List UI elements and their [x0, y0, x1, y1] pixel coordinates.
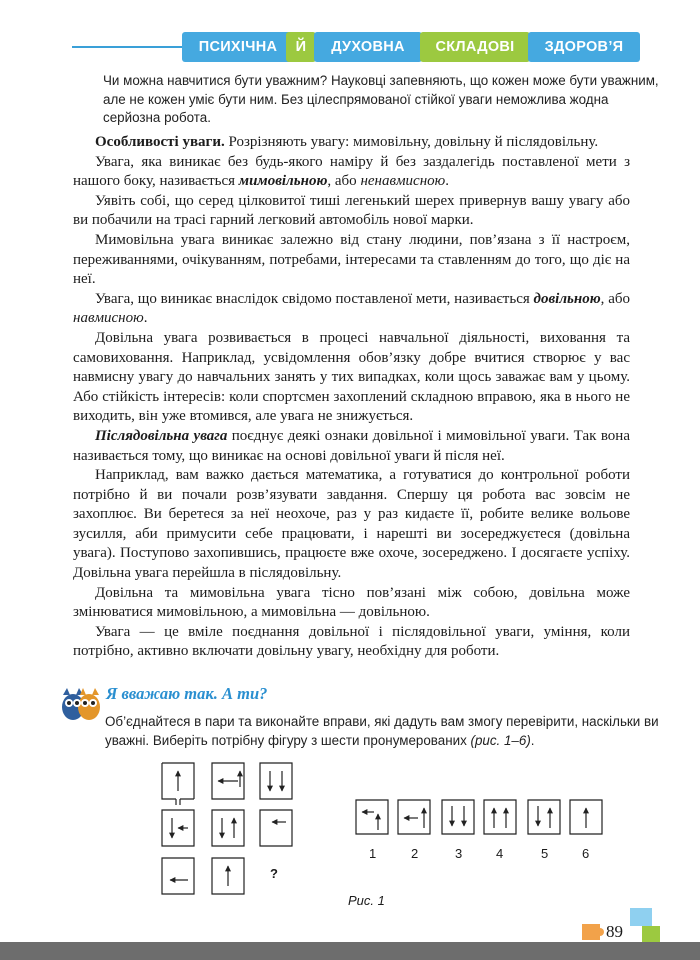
header-word-2: Й [286, 32, 316, 62]
option-number: 3 [455, 846, 463, 861]
attention-puzzle [150, 758, 630, 918]
header-word-3: ДУХОВНА [314, 32, 422, 62]
option-figure-6[interactable] [570, 800, 602, 834]
option-number: 2 [411, 846, 419, 861]
paragraph-text: Розрізняють увагу: мимовільну, довільну й післядовільну. [224, 134, 599, 150]
paragraph [73, 290, 630, 329]
option-number: 1 [369, 846, 377, 861]
term: навмисною [73, 310, 144, 327]
term: ненавмисною [360, 173, 446, 190]
section-title: Я вважаю так. А ти? [106, 684, 268, 703]
paragraph [73, 133, 630, 153]
main-text [73, 133, 630, 662]
chapter-header [72, 30, 700, 64]
paragraph-text: поєднує деякі ознаки довільної і мимовільної уваги. Так вона називається тому, що виникає на основі довільної уваги й після неї. [73, 427, 630, 464]
figure-caption: Рис. 1 [348, 893, 385, 908]
section-heading: Особливості уваги. [95, 134, 225, 150]
option-figure-3[interactable] [442, 800, 474, 834]
paragraph-text: . [445, 173, 449, 190]
term: мимовільною [238, 173, 328, 190]
grid-cell [162, 810, 194, 846]
footer-bar [0, 942, 700, 960]
paragraph [73, 153, 630, 192]
puzzle-pieces-icon [578, 906, 668, 946]
paragraph [73, 427, 630, 466]
paragraph-text: , або [600, 290, 630, 307]
paragraph-text: Увага, що виникає внаслідок свідомо поставленої мети, називається [95, 290, 534, 307]
option-number: 4 [496, 846, 504, 861]
paragraph: Наприклад, вам важко дається математика, а готуватися до контрольної роботи потрібно й ви почали розв’язувати завдання. Спершу ця робота вас зовсім не захоплює. Ви беретеся за неї неохоче, раз у раз кидаєте її, робите велике вольове зусилля, аби примусити себе працювати, і нарешті ви зосереджуєтеся (довільна увага). Поступово захопившись, працюєте вже охоче, зосереджено. І досягаєте успіху. Довільна увага перейшла в післядовільну. [73, 467, 630, 582]
missing-figure-mark: ? [270, 866, 278, 881]
task-end: . [530, 733, 535, 748]
paragraph: Увага — це вміле поєднання довільної і післядовільної уваги, уміння, коли потрібно, активно включати довільну увагу, необхідну для роботи. [73, 623, 630, 660]
task-text [105, 712, 665, 750]
grid-cell [212, 763, 244, 799]
intro-text: Чи можна навчитися бути уважним? Науковці запевняють, що кожен може бути уважним, але не кожен уміє бути ним. Без цілеспрямованої стійкої уваги неможлива жодна серйозна робота. [103, 73, 659, 125]
option-figure-4[interactable] [484, 800, 516, 834]
paragraph: Мимовільна увага виникає залежно від стану людини, пов’язана з її настроєм, переживаннями, очікуванням, потребами, інтересами та ставленням до того, що діє на неї. [73, 231, 630, 288]
term: довільною [533, 290, 601, 307]
figure-reference: (рис. 1–6) [470, 733, 531, 748]
option-figure-2[interactable] [398, 800, 430, 834]
owls-icon [60, 686, 102, 722]
paragraph: Уявіть собі, що серед цілковитої тиші легенький шерех привернув вашу увагу або ви побачили на трасі гарний легковий автомобіль нової марки. [73, 192, 630, 229]
task-body: Об’єднайтеся в пари та виконайте вправи, які дадуть вам змогу перевірити, наскільки ви уважні. Виберіть потрібну фігуру з шести пронумерованих [105, 714, 659, 748]
option-figure-1[interactable] [356, 800, 388, 834]
paragraph: Довільна та мимовільна увага тісно пов’язані між собою, довільна може змінюватися мимовільною, а мимовільна — довільною. [73, 584, 630, 621]
grid-cell [260, 763, 292, 799]
header-word-4: СКЛАДОВІ [420, 32, 530, 62]
paragraph: Довільна увага розвивається в процесі навчальної діяльності, виховання та самовиховання. Наприклад, усвідомлення обов’язку добре вчитися створює у вас навмисну увагу до навчальних занять у тих випадках, коли щось заважає вам у цьому. Або стійкість інтересів: коли спортсмен захоплений складною вправою, яка в нього не виходить, він уже втомився, але увага не знижується. [73, 329, 630, 425]
paragraph-text: , або [327, 173, 361, 190]
grid-cell [212, 858, 244, 894]
grid-cell [162, 858, 194, 894]
header-rule [72, 46, 182, 48]
grid-cell [260, 810, 292, 846]
paragraph-text: . [143, 310, 148, 327]
option-number: 6 [582, 846, 590, 861]
header-word-1: ПСИХІЧНА [182, 32, 294, 62]
grid-cell [212, 810, 244, 846]
option-figure-5[interactable] [528, 800, 560, 834]
puzzle-figures [150, 758, 630, 918]
page-number: 89 [606, 922, 623, 941]
grid-cell [162, 763, 194, 805]
term: Післядовільна увага [95, 427, 228, 444]
paragraph-text: Увага, яка виникає без будь-якого наміру й без заздалегідь поставленої мети з нашого боку, називається [73, 153, 630, 190]
header-word-5: ЗДОРОВ’Я [528, 32, 640, 62]
option-number: 5 [541, 846, 549, 861]
